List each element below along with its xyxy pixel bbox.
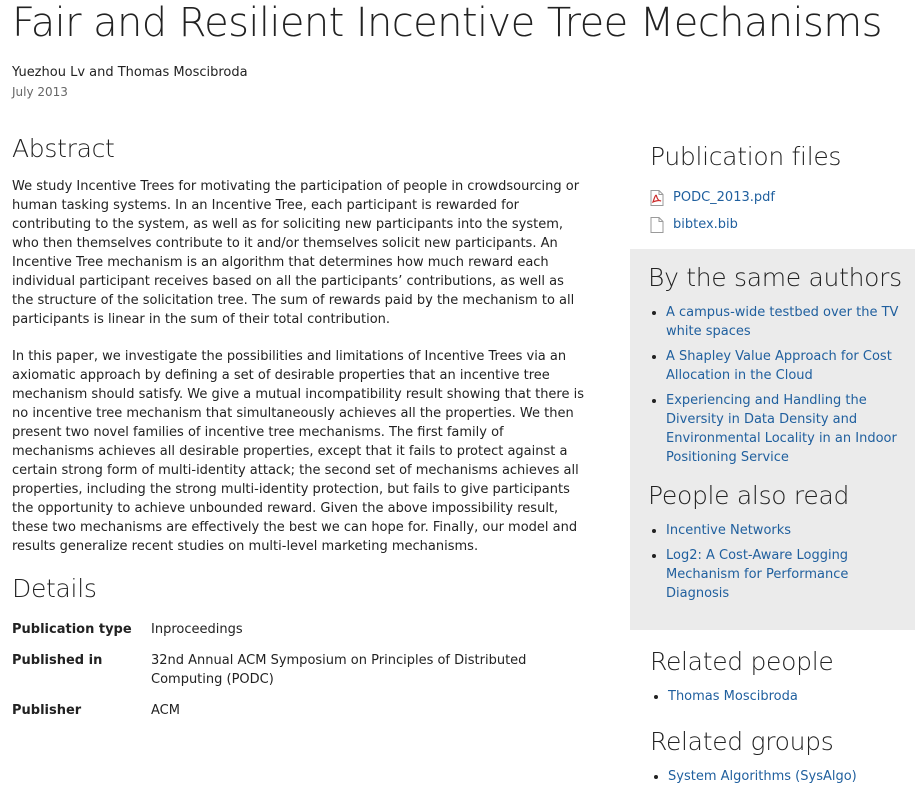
- details-value: 32nd Annual ACM Symposium on Principles of Distributed Computing (PODC): [151, 653, 527, 687]
- file-link[interactable]: PODC_2013.pdf: [673, 190, 775, 205]
- same-authors-heading: By the same authors: [648, 263, 902, 292]
- publication-files: [650, 140, 910, 238]
- abstract-paragraph: We study Incentive Trees for motivating the participation of people in crowdsourcing or human tasking systems. In an Incentive Tree, each participant is rewarded for contributing to the system, as well as for soliciting new participants into the system, who then themselves contribute to it and/or themselves solicit new participants. An Incentive Tree mechanism is an algorithm that determines how much reward each individual participant receives based on all the participants’ contributions, as well as the structure of the solicitation tree. The sum of rewards paid by the mechanism to all participants is linear in the sum of their total contribution.: [12, 179, 580, 327]
- related-groups-list: [650, 767, 910, 786]
- list-item: [666, 521, 908, 540]
- details-value: Inproceedings: [151, 622, 243, 637]
- people-also-read-link[interactable]: Incentive Networks: [666, 523, 792, 538]
- list-item: [666, 347, 908, 385]
- list-item: [668, 687, 910, 706]
- text-file-icon: [650, 217, 664, 233]
- publication-date: July 2013: [12, 85, 68, 99]
- page-title: Fair and Resilient Incentive Tree Mechanisms: [12, 0, 882, 46]
- publication-files-heading: Publication files: [650, 142, 842, 171]
- same-authors-link[interactable]: A campus-wide testbed over the TV white spaces: [666, 305, 899, 339]
- related-person-link[interactable]: Thomas Moscibroda: [668, 689, 798, 704]
- details-table: [12, 620, 571, 732]
- related-people: [650, 645, 910, 712]
- file-item[interactable]: [650, 184, 910, 211]
- same-authors-link[interactable]: A Shapley Value Approach for Cost Allocation in the Cloud: [666, 349, 892, 383]
- same-authors-link[interactable]: Experiencing and Handling the Diversity in Data Density and Environmental Locality in an Indoor Positioning Service: [666, 393, 897, 465]
- related-groups: [650, 725, 910, 792]
- details-label: Publisher: [12, 703, 82, 718]
- people-also-read-heading: People also read: [648, 481, 850, 510]
- details-value: ACM: [151, 703, 180, 718]
- abstract-paragraph: In this paper, we investigate the possibilities and limitations of Incentive Trees via an axiomatic approach by defining a set of desirable properties that an incentive tree mechanism should satisfy. We give a mutual incompatibility result showing that there is no incentive tree mechanism that simultaneously achieves all the properties. We then present two novel families of incentive tree mechanisms. The first family of mechanisms achieves all desirable properties, except that it fails to protect against a certain strong form of multi-identity attack; the second set of mechanisms achieves all properties, including the strong multi-identity protection, but fails to give participants the opportunity to achieve unbounded reward. Given the above impossibility result, these two mechanisms are effectively the best we can hope for. Finally, our model and results generalize recent studies on multi-level marketing mechanisms.: [12, 349, 585, 554]
- details-heading: Details: [12, 574, 97, 603]
- list-item: [666, 546, 908, 603]
- details-label: Publication type: [12, 622, 132, 637]
- file-item[interactable]: [650, 211, 910, 238]
- list-item: [666, 303, 908, 341]
- details-label: Published in: [12, 653, 103, 668]
- authors: Yuezhou Lv and Thomas Moscibroda: [12, 65, 248, 80]
- pdf-file-icon: [650, 190, 664, 206]
- related-group-link[interactable]: System Algorithms (SysAlgo): [668, 769, 857, 784]
- related-people-list: [650, 687, 910, 706]
- people-also-read-list: [648, 521, 908, 603]
- related-content-panel: [630, 249, 915, 630]
- details-row: [12, 620, 571, 651]
- related-people-heading: Related people: [650, 647, 834, 676]
- file-link[interactable]: bibtex.bib: [673, 217, 738, 232]
- list-item: [668, 767, 910, 786]
- details-row: [12, 651, 571, 701]
- list-item: [666, 391, 908, 467]
- same-authors-list: [648, 303, 908, 467]
- main-content: [12, 132, 587, 732]
- related-groups-heading: Related groups: [650, 727, 834, 756]
- abstract-heading: Abstract: [12, 134, 115, 163]
- details-row: [12, 701, 571, 732]
- people-also-read-link[interactable]: Log2: A Cost-Aware Logging Mechanism for Performance Diagnosis: [666, 548, 849, 601]
